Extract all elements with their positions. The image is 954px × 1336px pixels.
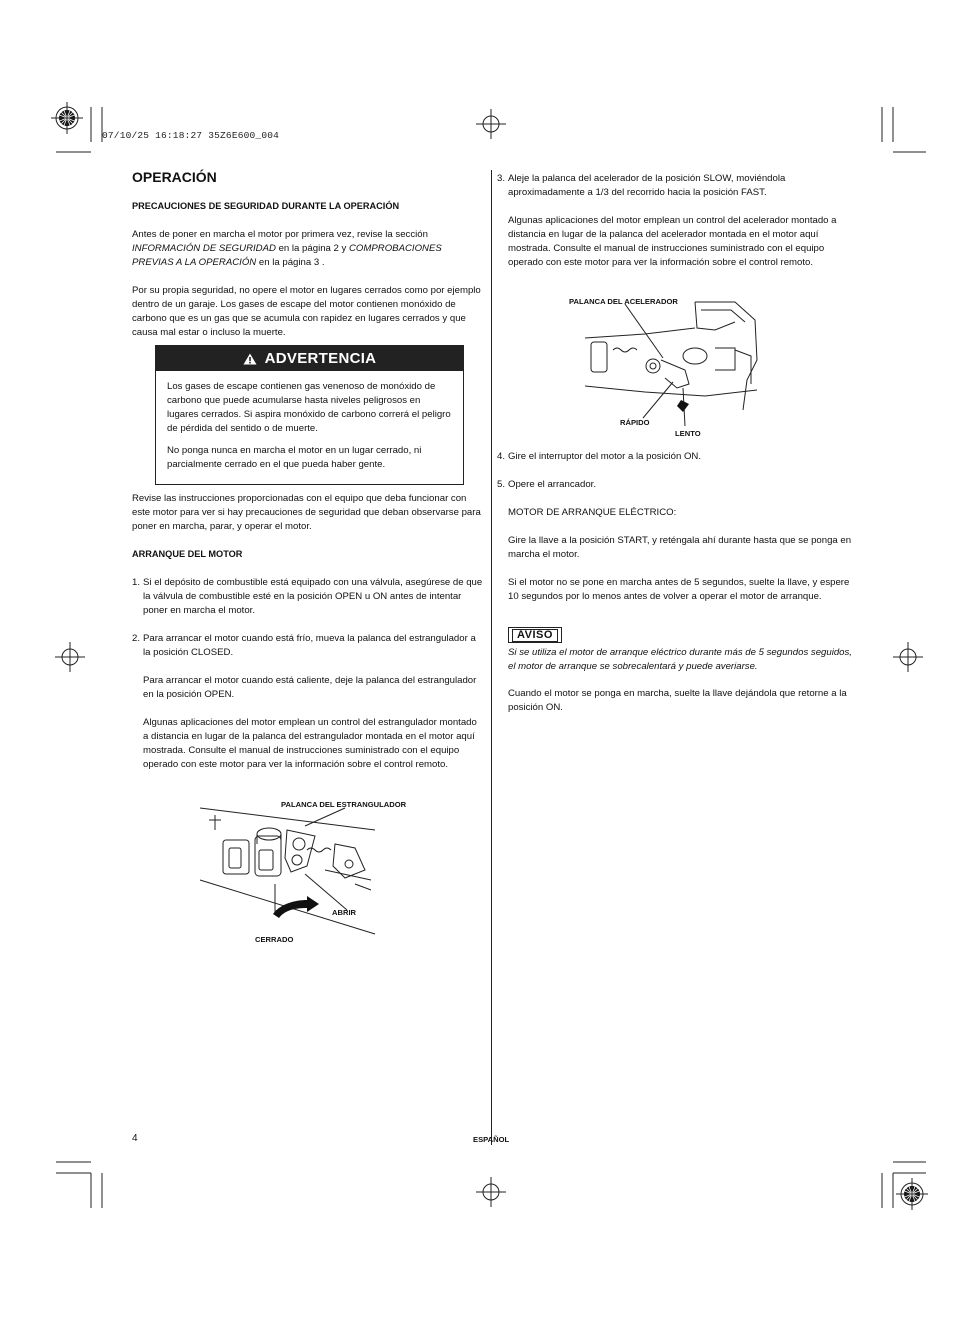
notice-badge [508,627,562,643]
precautions-paragraph-2: Por su propia seguridad, no opere el motor en lugares cerrados como por ejemplo dentro de un garaje. Los gases de escape del motor contienen monóxido de carbono que es un gas que se acumula con rapidez en lugares cerrados y que causa mal estar o incluso la muerte. [132,285,481,338]
label-slow: LENTO [675,429,701,438]
list-item-step-5: 5. Opere el arrancador. MOTOR DE ARRANQUE ELÉCTRICO: Gire la llave a la posición START, y reténgala ahí durante hasta que se ponga en marcha el motor. Si el motor no se pone en marcha antes de 5 segundos, suelte la llave, y espere 10 segundos por lo menos antes de volver a operar el motor de arranque. [497,478,857,604]
starter-paragraph-2: Si el motor no se pone en marcha antes de 5 segundos, suelte la llave, y espere 10 segundos por lo menos antes de volver a operar el motor de arranque. [508,577,850,602]
warning-paragraph-2: No ponga nunca en marcha el motor en un lugar cerrado, ni parcialmente cerrado en el que pueda haber gente. [167,445,422,470]
label-throttle-lever: PALANCA DEL ACELERADOR [569,297,678,306]
column-divider [491,170,492,1145]
list-item-step-3: 3. Aleje la palanca del acelerador de la posición SLOW, moviéndola aproximadamente a 1/3 del recorrido hacia la posición FAST. Algunas aplicaciones del motor emplean un control del acelerador montado a distancia en lugar de la palanca del acelerador montada en el motor aquí mostrada. Consulte el manual de instrucciones suministrado con el equipo operado con este motor para ver la información sobre el control remoto. [497,173,837,268]
registration-sunburst-bottom [896,1178,928,1210]
precautions-heading: PRECAUCIONES DE SEGURIDAD DURANTE LA OPERACIÓN [132,201,400,211]
label-choke-lever: PALANCA DEL ESTRANGULADOR [281,800,407,809]
notice-label: AVISO [512,629,558,642]
warning-box [155,345,464,485]
warning-title: ADVERTENCIA [264,350,377,367]
print-stamp: 07/10/25 16:18:27 35Z6E600_004 [102,130,280,141]
notice-text: Si se utiliza el motor de arranque eléctrico durante más de 5 segundos seguidos, el motor de arranque se sobrecalentará y puede averiarse. [508,647,852,672]
label-closed: CERRADO [255,935,294,944]
choke-lever-illustration [195,800,385,940]
throttle-lever-illustration [585,300,765,440]
precautions-paragraph-1: Antes de poner en marcha el motor por primera vez, revise la sección INFORMACIÓN DE SEGURIDAD en la página 2 y COMPROBACIONES PREVIAS A LA OPERACIÓN en la página 3 . [132,229,442,268]
warning-header [156,346,463,371]
review-paragraph: Revise las instrucciones proporcionadas con el equipo que deba funcionar con este motor para ver si hay precauciones de seguridad que deban observarse para poner en marcha, parar, y operar el motor. [132,493,481,532]
page-title: OPERACIÓN [132,169,217,185]
footer-language: ESPAÑOL [473,1135,510,1144]
label-fast: RÁPIDO [620,418,650,427]
warning-paragraph-1: Los gases de escape contienen gas venenoso de monóxido de carbono que puede acumularse hasta niveles peligrosos en lugares cerrados. Si aspira monóxido de carbono correrá el peligro de pérdida del sentido o de muerte. [167,381,451,434]
registration-sunburst-top [51,102,83,134]
starter-heading: MOTOR DE ARRANQUE ELÉCTRICO: [508,507,677,518]
label-open: ABRIR [332,908,357,917]
starting-heading: ARRANQUE DEL MOTOR [132,549,243,559]
page-number: 4 [132,1133,138,1144]
list-item-step-2: 2. Para arrancar el motor cuando está frío, mueva la palanca del estrangulador a la posición CLOSED. Para arrancar el motor cuando está caliente, deje la palanca del estrangulador en la posición OPEN. Algunas aplicaciones del motor emplean un control del estrangulador montado a distancia en lugar de la palanca del estrangulador montada en el motor aquí mostrada. Consulte el manual de instrucciones suministrado con el equipo operado con este motor para ver la información sobre el control remoto. [132,633,477,770]
warning-triangle-icon [243,353,257,365]
list-item-step-1: 1. Si el depósito de combustible está equipado con una válvula, asegúrese de que la válvula de combustible esté en la posición OPEN u ON antes de intentar poner en marcha el motor. [132,577,483,616]
starter-paragraph-1: Gire la llave a la posición START, y reténgala ahí durante hasta que se ponga en marcha el motor. [508,535,852,560]
list-item-step-4: 4. Gire el interruptor del motor a la posición ON. [497,451,702,462]
final-paragraph: Cuando el motor se ponga en marcha, suelte la llave dejándola que retorne a la posición ON. [508,688,847,713]
